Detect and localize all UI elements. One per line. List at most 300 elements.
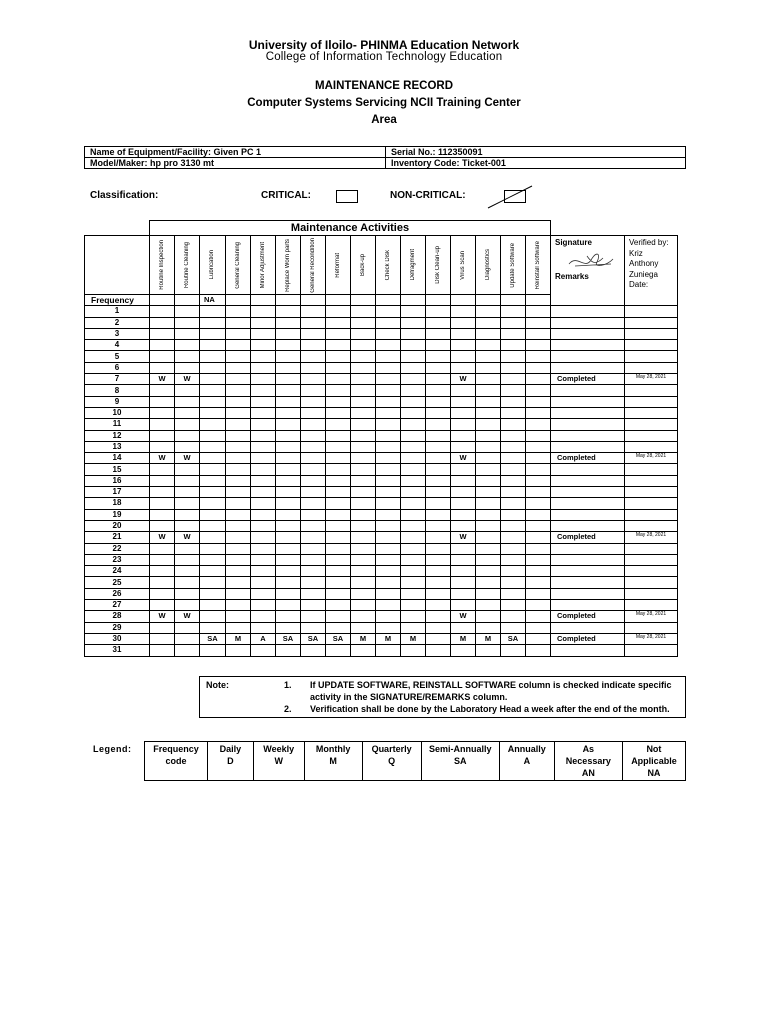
activity-cell bbox=[351, 509, 376, 520]
model-maker: Model/Maker: hp pro 3130 mt bbox=[85, 158, 386, 169]
date-cell bbox=[625, 487, 678, 498]
activity-cell bbox=[175, 351, 200, 362]
activity-cell bbox=[226, 464, 251, 475]
activity-cell bbox=[326, 487, 351, 498]
remark-cell bbox=[551, 577, 625, 588]
activity-cell bbox=[401, 419, 426, 430]
table-row bbox=[85, 430, 678, 441]
activity-cell bbox=[301, 543, 326, 554]
table-row bbox=[85, 475, 678, 486]
activity-cell bbox=[376, 441, 401, 452]
activity-cell bbox=[476, 407, 501, 418]
activity-cell bbox=[226, 600, 251, 611]
activity-label: Lubrication bbox=[209, 250, 215, 280]
remark-cell bbox=[551, 464, 625, 475]
activity-cell bbox=[501, 419, 526, 430]
activity-cell bbox=[351, 453, 376, 464]
activity-cell: W bbox=[150, 532, 175, 543]
activity-cell bbox=[376, 588, 401, 599]
activity-cell bbox=[150, 487, 175, 498]
activity-cell bbox=[251, 611, 276, 622]
activity-cell bbox=[501, 611, 526, 622]
activity-cell bbox=[526, 588, 551, 599]
table-row bbox=[85, 509, 678, 520]
activity-label: Back-up bbox=[359, 253, 366, 276]
activity-cell bbox=[200, 430, 226, 441]
activity-cell bbox=[326, 600, 351, 611]
activity-cell bbox=[451, 520, 476, 531]
activity-cell bbox=[276, 464, 301, 475]
activity-cell bbox=[301, 430, 326, 441]
activity-cell bbox=[526, 509, 551, 520]
activity-cell bbox=[200, 407, 226, 418]
activity-cell bbox=[276, 487, 301, 498]
table-row bbox=[85, 487, 678, 498]
activity-cell bbox=[401, 532, 426, 543]
activity-cell bbox=[276, 622, 301, 633]
legend-cell bbox=[362, 742, 421, 781]
activity-cell bbox=[276, 588, 301, 599]
date-cell: May 28, 2021 bbox=[625, 633, 678, 644]
activity-cell bbox=[351, 340, 376, 351]
activity-cell bbox=[175, 645, 200, 656]
activity-cell bbox=[200, 554, 226, 565]
activity-cell bbox=[276, 543, 301, 554]
activity-cell bbox=[426, 487, 451, 498]
activity-cell bbox=[150, 600, 175, 611]
date-cell bbox=[625, 543, 678, 554]
activity-label: Reformat bbox=[334, 252, 341, 278]
activity-cell: W bbox=[175, 374, 200, 385]
day-number: 29 bbox=[85, 622, 150, 633]
activity-cell bbox=[351, 328, 376, 339]
activity-cell bbox=[200, 306, 226, 317]
frequency-cell bbox=[376, 295, 401, 306]
date-cell bbox=[625, 419, 678, 430]
activity-cell bbox=[326, 498, 351, 509]
activity-cell bbox=[526, 430, 551, 441]
day-number: 1 bbox=[85, 306, 150, 317]
activity-cell: M bbox=[226, 633, 251, 644]
activity-cell bbox=[501, 566, 526, 577]
legend-cell bbox=[554, 742, 622, 781]
activity-cell: M bbox=[451, 633, 476, 644]
frequency-cell bbox=[326, 295, 351, 306]
legend-text: Quarterly bbox=[371, 744, 412, 754]
table-row bbox=[85, 385, 678, 396]
activity-cell bbox=[526, 351, 551, 362]
activity-cell bbox=[276, 317, 301, 328]
day-number: 22 bbox=[85, 543, 150, 554]
center-title: Computer Systems Servicing NCII Training Center bbox=[247, 97, 521, 109]
activity-cell bbox=[376, 317, 401, 328]
activity-cell bbox=[301, 396, 326, 407]
activity-cell bbox=[451, 475, 476, 486]
activity-cell bbox=[251, 407, 276, 418]
activity-cell bbox=[251, 453, 276, 464]
activity-cell bbox=[451, 351, 476, 362]
activity-cell bbox=[426, 498, 451, 509]
activity-header bbox=[150, 236, 175, 295]
table-row bbox=[85, 362, 678, 373]
activity-cell bbox=[226, 588, 251, 599]
remark-cell: Completed bbox=[551, 374, 625, 385]
activity-cell bbox=[451, 441, 476, 452]
activity-cell bbox=[200, 441, 226, 452]
legend-table bbox=[144, 741, 686, 781]
remark-cell bbox=[551, 385, 625, 396]
activity-cell bbox=[476, 453, 501, 464]
remark-cell: Completed bbox=[551, 532, 625, 543]
table-row bbox=[85, 566, 678, 577]
table-row bbox=[85, 554, 678, 565]
maintenance-activities-title: Maintenance Activities bbox=[150, 221, 551, 236]
day-number: 14 bbox=[85, 453, 150, 464]
legend-cell bbox=[421, 742, 499, 781]
activity-cell: W bbox=[175, 453, 200, 464]
activity-cell bbox=[326, 645, 351, 656]
activity-cell bbox=[401, 509, 426, 520]
activity-cell bbox=[200, 588, 226, 599]
activity-cell bbox=[476, 487, 501, 498]
activity-cell bbox=[526, 362, 551, 373]
activity-cell bbox=[426, 645, 451, 656]
activity-cell bbox=[326, 317, 351, 328]
day-number: 4 bbox=[85, 340, 150, 351]
activity-cell bbox=[150, 317, 175, 328]
activity-cell bbox=[200, 396, 226, 407]
activity-cell bbox=[401, 588, 426, 599]
activity-cell bbox=[226, 374, 251, 385]
activity-label: General Cleaning bbox=[234, 241, 241, 289]
activity-cell bbox=[200, 475, 226, 486]
table-row bbox=[85, 464, 678, 475]
activity-cell bbox=[401, 566, 426, 577]
activity-cell bbox=[476, 385, 501, 396]
day-number: 20 bbox=[85, 520, 150, 531]
activity-cell bbox=[276, 362, 301, 373]
table-row bbox=[85, 645, 678, 656]
activity-cell bbox=[175, 340, 200, 351]
activity-cell bbox=[301, 362, 326, 373]
activity-cell bbox=[200, 351, 226, 362]
activity-cell bbox=[276, 328, 301, 339]
activity-cell bbox=[175, 464, 200, 475]
activity-cell bbox=[351, 362, 376, 373]
activity-cell bbox=[226, 328, 251, 339]
frequency-cell bbox=[426, 295, 451, 306]
activity-cell bbox=[150, 588, 175, 599]
activity-header bbox=[501, 236, 526, 295]
activity-cell bbox=[526, 543, 551, 554]
activity-cell bbox=[251, 622, 276, 633]
activity-cell bbox=[526, 633, 551, 644]
activity-cell bbox=[426, 475, 451, 486]
table-row bbox=[85, 633, 678, 644]
frequency-cell bbox=[251, 295, 276, 306]
activity-cell bbox=[401, 645, 426, 656]
activity-cell bbox=[175, 543, 200, 554]
date-cell: May 28, 2021 bbox=[625, 611, 678, 622]
activity-cell bbox=[476, 600, 501, 611]
activity-cell bbox=[276, 509, 301, 520]
legend-cell bbox=[253, 742, 304, 781]
activity-cell: M bbox=[351, 633, 376, 644]
activity-cell bbox=[501, 487, 526, 498]
day-number: 7 bbox=[85, 374, 150, 385]
table-row bbox=[85, 306, 678, 317]
activity-cell bbox=[301, 498, 326, 509]
activity-cell bbox=[226, 509, 251, 520]
legend-text: SA bbox=[453, 756, 467, 766]
activity-cell bbox=[526, 611, 551, 622]
activity-cell bbox=[401, 317, 426, 328]
activity-cell bbox=[226, 566, 251, 577]
table-row bbox=[85, 351, 678, 362]
activity-cell bbox=[426, 633, 451, 644]
record-title: MAINTENANCE RECORD bbox=[315, 80, 453, 92]
activity-header bbox=[301, 236, 326, 295]
date-cell bbox=[625, 577, 678, 588]
activity-cell bbox=[251, 374, 276, 385]
frequency-cell bbox=[526, 295, 551, 306]
activity-header bbox=[451, 236, 476, 295]
legend-text: Semi-Annually bbox=[428, 744, 492, 754]
activity-cell bbox=[526, 453, 551, 464]
remark-cell bbox=[551, 588, 625, 599]
activity-cell bbox=[226, 430, 251, 441]
activity-cell bbox=[476, 577, 501, 588]
activity-cell bbox=[175, 577, 200, 588]
blank-cell bbox=[85, 221, 150, 236]
activity-cell bbox=[401, 622, 426, 633]
activity-cell bbox=[175, 622, 200, 633]
activity-cell bbox=[150, 430, 175, 441]
activity-cell bbox=[426, 362, 451, 373]
activity-cell bbox=[276, 306, 301, 317]
activity-header bbox=[376, 236, 401, 295]
note-text: If UPDATE SOFTWARE, REINSTALL SOFTWARE column is checked indicate specific activity in the SIGNATURE/REMARKS column. bbox=[310, 680, 672, 702]
day-number: 24 bbox=[85, 566, 150, 577]
activity-cell bbox=[376, 645, 401, 656]
activity-cell bbox=[326, 430, 351, 441]
legend-text: Applicable bbox=[631, 756, 677, 766]
activity-header bbox=[276, 236, 301, 295]
day-number: 19 bbox=[85, 509, 150, 520]
activity-cell bbox=[426, 600, 451, 611]
legend-cell bbox=[208, 742, 254, 781]
table-row bbox=[85, 611, 678, 622]
activity-header bbox=[226, 236, 251, 295]
activity-cell bbox=[251, 317, 276, 328]
remark-cell bbox=[551, 306, 625, 317]
date-cell bbox=[625, 362, 678, 373]
activity-cell bbox=[451, 385, 476, 396]
activity-label: Virus Scan bbox=[459, 250, 466, 280]
activity-cell bbox=[401, 475, 426, 486]
activity-cell bbox=[150, 396, 175, 407]
activity-cell bbox=[251, 498, 276, 509]
activity-cell: SA bbox=[200, 633, 226, 644]
table-row bbox=[85, 419, 678, 430]
remark-cell bbox=[551, 419, 625, 430]
frequency-cell bbox=[476, 295, 501, 306]
activity-cell bbox=[276, 532, 301, 543]
activity-cell bbox=[301, 622, 326, 633]
frequency-label: Frequency bbox=[85, 295, 150, 306]
activity-cell bbox=[200, 645, 226, 656]
activity-cell bbox=[276, 566, 301, 577]
classification-label: Classification: bbox=[90, 190, 159, 201]
remark-cell bbox=[551, 362, 625, 373]
activity-cell bbox=[526, 306, 551, 317]
remark-cell bbox=[551, 622, 625, 633]
activity-cell bbox=[376, 430, 401, 441]
table-row bbox=[85, 588, 678, 599]
blank-cell bbox=[85, 236, 150, 295]
activity-cell bbox=[175, 509, 200, 520]
activity-label: Defragment bbox=[409, 249, 416, 281]
college-name: College of Information Technology Education bbox=[265, 51, 503, 63]
date-label: Date: bbox=[629, 280, 649, 289]
activity-cell bbox=[501, 622, 526, 633]
day-number: 30 bbox=[85, 633, 150, 644]
activity-cell bbox=[326, 622, 351, 633]
legend-cell bbox=[304, 742, 362, 781]
activity-cell bbox=[526, 600, 551, 611]
activity-label: Check Disk bbox=[384, 249, 391, 281]
activity-cell bbox=[226, 306, 251, 317]
activity-cell bbox=[276, 645, 301, 656]
activity-cell bbox=[501, 577, 526, 588]
activity-cell bbox=[351, 577, 376, 588]
remark-cell bbox=[551, 430, 625, 441]
critical-checkbox[interactable] bbox=[336, 190, 358, 203]
activity-cell bbox=[351, 374, 376, 385]
activity-cell bbox=[251, 441, 276, 452]
activity-cell bbox=[501, 600, 526, 611]
remark-cell bbox=[551, 543, 625, 554]
activity-cell bbox=[150, 441, 175, 452]
activity-cell bbox=[150, 475, 175, 486]
activity-cell bbox=[476, 464, 501, 475]
activity-cell bbox=[426, 430, 451, 441]
legend-text: A bbox=[523, 756, 531, 766]
activity-cell bbox=[326, 611, 351, 622]
activity-cell bbox=[351, 645, 376, 656]
activity-cell bbox=[526, 441, 551, 452]
date-cell bbox=[625, 498, 678, 509]
activity-cell bbox=[401, 441, 426, 452]
activity-cell bbox=[251, 487, 276, 498]
activity-cell bbox=[526, 396, 551, 407]
activity-cell bbox=[451, 622, 476, 633]
activity-cell bbox=[301, 328, 326, 339]
activity-cell bbox=[376, 487, 401, 498]
legend-text: D bbox=[227, 756, 234, 766]
activity-cell bbox=[226, 351, 251, 362]
activity-cell bbox=[326, 588, 351, 599]
legend-text: Not bbox=[646, 744, 662, 754]
activity-cell bbox=[150, 328, 175, 339]
activity-cell bbox=[175, 441, 200, 452]
activity-cell bbox=[451, 600, 476, 611]
day-number: 12 bbox=[85, 430, 150, 441]
activity-cell bbox=[326, 520, 351, 531]
activity-cell bbox=[200, 317, 226, 328]
activity-cell bbox=[401, 396, 426, 407]
activity-cell bbox=[226, 577, 251, 588]
activity-cell bbox=[251, 306, 276, 317]
activity-cell bbox=[200, 532, 226, 543]
table-row bbox=[85, 407, 678, 418]
activity-cell bbox=[476, 351, 501, 362]
remark-cell bbox=[551, 645, 625, 656]
activity-cell bbox=[226, 520, 251, 531]
activity-cell bbox=[175, 566, 200, 577]
activity-cell bbox=[351, 532, 376, 543]
activity-cell bbox=[150, 419, 175, 430]
activity-cell bbox=[476, 475, 501, 486]
activity-cell bbox=[175, 498, 200, 509]
activity-cell bbox=[476, 566, 501, 577]
activity-cell bbox=[251, 362, 276, 373]
activity-cell bbox=[401, 498, 426, 509]
remarks-label: Remarks bbox=[555, 272, 589, 281]
activity-header bbox=[526, 236, 551, 295]
activity-cell bbox=[501, 374, 526, 385]
activity-cell: SA bbox=[301, 633, 326, 644]
activity-cell bbox=[276, 385, 301, 396]
activity-cell: M bbox=[476, 633, 501, 644]
activity-cell bbox=[200, 487, 226, 498]
activity-cell bbox=[251, 328, 276, 339]
signature-label: Signature bbox=[555, 238, 592, 247]
activity-cell bbox=[326, 385, 351, 396]
activity-cell bbox=[200, 566, 226, 577]
activity-cell bbox=[200, 520, 226, 531]
activity-cell bbox=[476, 328, 501, 339]
day-number: 27 bbox=[85, 600, 150, 611]
date-cell bbox=[625, 430, 678, 441]
activity-cell bbox=[526, 487, 551, 498]
activity-cell bbox=[301, 645, 326, 656]
activity-cell: W bbox=[175, 532, 200, 543]
activity-cell bbox=[276, 498, 301, 509]
activity-cell bbox=[501, 430, 526, 441]
verified-header bbox=[625, 236, 678, 306]
activity-cell bbox=[501, 543, 526, 554]
activity-cell bbox=[426, 351, 451, 362]
day-number: 21 bbox=[85, 532, 150, 543]
activity-cell bbox=[476, 611, 501, 622]
activity-cell bbox=[526, 645, 551, 656]
table-row bbox=[85, 520, 678, 531]
activity-cell bbox=[526, 566, 551, 577]
equipment-name: Name of Equipment/Facility: Given PC 1 bbox=[85, 147, 386, 158]
remark-cell: Completed bbox=[551, 633, 625, 644]
activity-cell bbox=[226, 543, 251, 554]
activity-cell bbox=[226, 498, 251, 509]
remark-cell bbox=[551, 340, 625, 351]
activity-cell bbox=[276, 374, 301, 385]
day-number: 25 bbox=[85, 577, 150, 588]
activity-cell bbox=[376, 566, 401, 577]
activity-cell bbox=[276, 430, 301, 441]
activity-cell bbox=[200, 362, 226, 373]
activity-cell bbox=[401, 374, 426, 385]
activity-cell bbox=[501, 453, 526, 464]
